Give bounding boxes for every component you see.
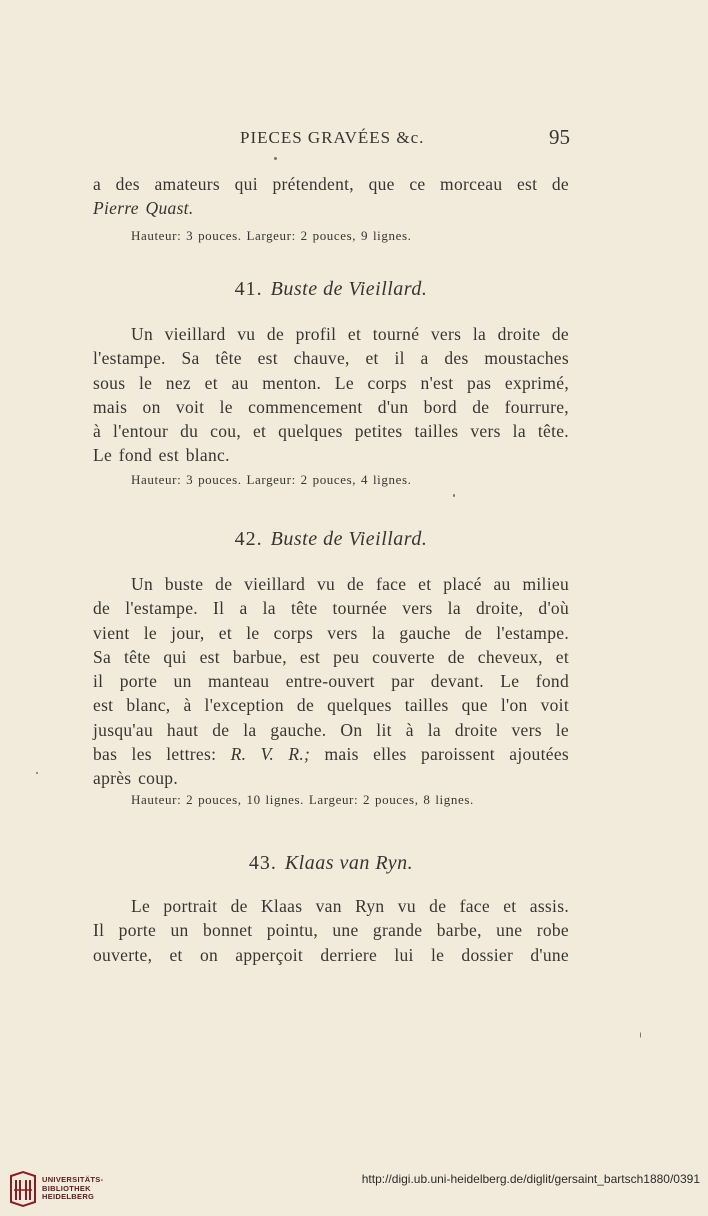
institution-name — [42, 1176, 103, 1202]
text-line — [93, 742, 569, 766]
text-line: il porte un manteau entre-ouvert par devant. Le fond — [93, 671, 569, 692]
text-line: Le fond est blanc. — [93, 445, 230, 466]
running-title: PIECES GRAVÉES &c. — [240, 128, 425, 147]
dimensions-line: Hauteur: 3 pouces. Largeur: 2 pouces, 4 lignes. — [131, 472, 412, 487]
institution-line: HEIDELBERG — [42, 1192, 95, 1201]
text-line: Il porte un bonnet pointu, une grande barbe, une robe — [93, 920, 569, 941]
entry-heading-42 — [93, 528, 569, 551]
paper-speck — [453, 494, 455, 497]
text-line: Un vieillard vu de profil et tourné vers la droite de — [131, 324, 569, 344]
institution-line: BIBLIOTHEK — [42, 1183, 91, 1193]
inscription-letters: R. V. R.; — [230, 744, 311, 765]
text-line: Le portrait de Klaas van Ryn vu de face et assis. — [131, 896, 569, 916]
text-line: vient le jour, et le corps vers la gauche de l'estampe. — [93, 622, 569, 643]
paper-speck — [36, 772, 38, 774]
entry-description-42 — [93, 572, 569, 791]
text-line: jusqu'au haut de la gauche. On lit à la droite vers le — [93, 719, 569, 740]
running-head — [92, 125, 570, 152]
text-line: Un buste de vieillard vu de face et placé au milieu — [131, 574, 569, 594]
artist-name: Pierre Quast. — [93, 198, 194, 219]
text-line: a des amateurs qui prétendent, que ce morceau est de — [93, 174, 569, 194]
entry-description-43 — [93, 894, 569, 967]
text-line: sous le nez et au menton. Le corps n'est pas exprimé, — [93, 372, 569, 393]
text-line: ouverte, et on apperçoit derriere lui le dossier d'une — [93, 944, 569, 965]
page-number: 95 — [549, 125, 570, 149]
entry-number: 41. — [234, 278, 263, 300]
paper-speck — [274, 157, 277, 160]
text-line: est blanc, à l'exception de quelques tailles que l'on voit — [93, 695, 569, 716]
entry-heading-43 — [93, 852, 569, 875]
text-line: mais on voit le commencement d'un bord de fourrure, — [93, 396, 569, 417]
entry-title: Klaas van Ryn. — [284, 852, 414, 874]
entry-heading-41 — [93, 278, 569, 301]
text-line: après coup. — [93, 768, 178, 789]
entry-number: 43. — [248, 852, 277, 874]
entry-title: Buste de Vieillard. — [270, 528, 428, 550]
entry-number: 42. — [234, 528, 263, 550]
text-line — [93, 196, 569, 220]
dimensions-line: Hauteur: 3 pouces. Largeur: 2 pouces, 9 lignes. — [131, 228, 412, 243]
text-line: l'estampe. Sa tête est chauve, et il a des moustaches — [93, 348, 569, 369]
library-logo-icon — [8, 1170, 38, 1208]
text-fragment: mais elles paroissent ajoutées — [324, 744, 569, 765]
entry-title: Buste de Vieillard. — [270, 278, 428, 300]
continuation-paragraph — [93, 172, 569, 221]
permalink-url[interactable]: http://digi.ub.uni-heidelberg.de/diglit/gersaint_bartsch1880/0391 — [361, 1172, 700, 1186]
institution-line: UNIVERSITÄTS- — [42, 1175, 104, 1184]
text-line: Sa tête qui est barbue, est peu couverte de cheveux, et — [93, 646, 569, 667]
dimensions-line: Hauteur: 2 pouces, 10 lignes. Largeur: 2 pouces, 8 lignes. — [131, 792, 474, 807]
text-fragment: bas les lettres: — [93, 744, 217, 765]
text-line: de l'estampe. Il a la tête tournée vers la droite, d'où — [93, 598, 569, 619]
entry-description-41 — [93, 322, 569, 468]
paper-speck — [640, 1032, 641, 1038]
text-line: à l'entour du cou, et quelques petites tailles vers la tête. — [93, 421, 569, 442]
digitization-footer — [0, 1162, 708, 1216]
